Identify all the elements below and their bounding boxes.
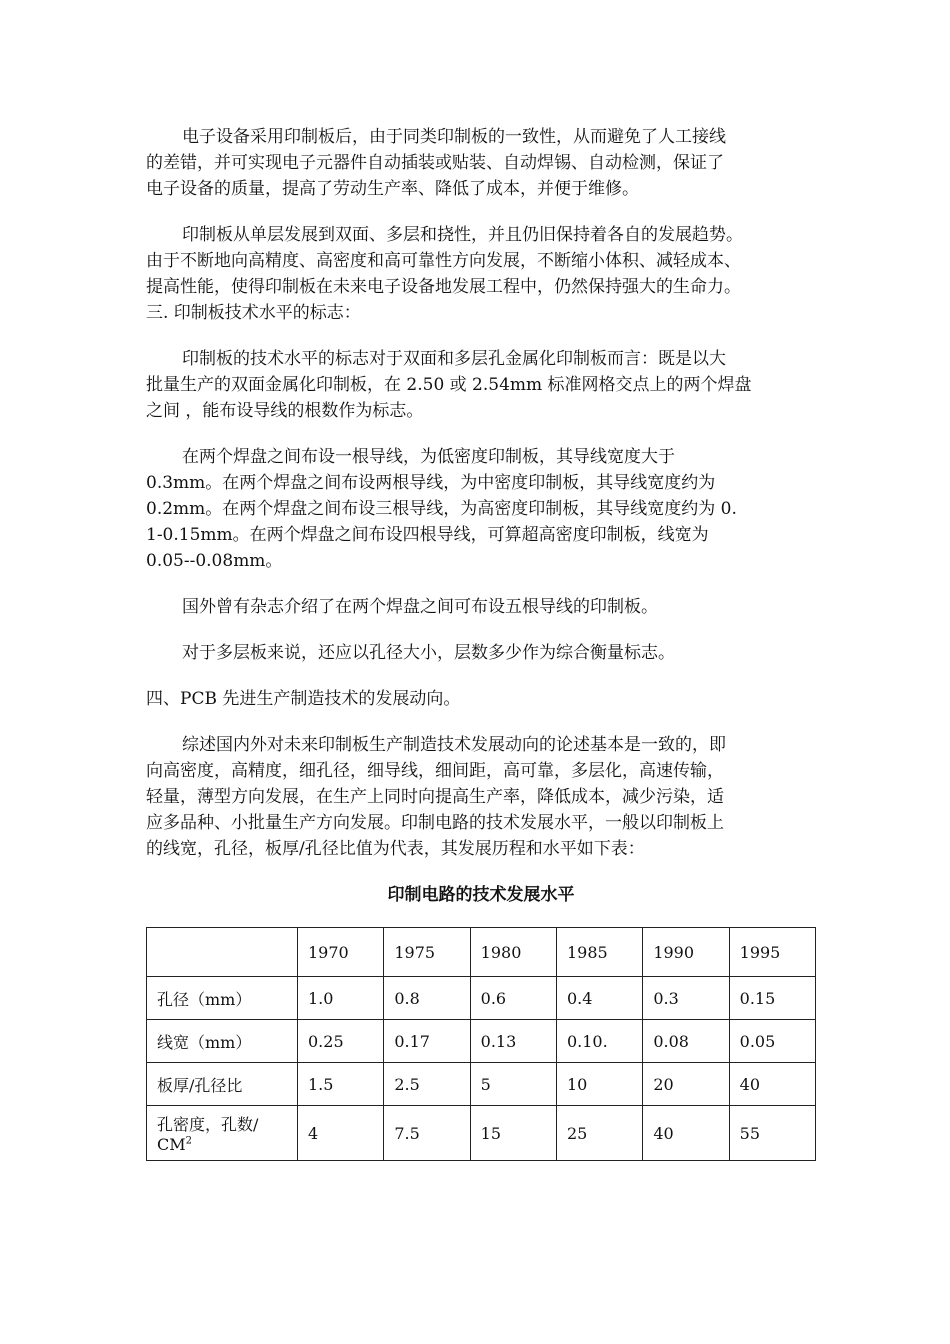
table-cell: 0.10. [556,1020,642,1063]
year-header-cell: 1980 [470,928,556,977]
table-cell: 0.4 [556,977,642,1020]
table-header-row [147,928,816,977]
table-cell: 20 [643,1063,729,1106]
paragraph-future-trends: 综述国内外对未来印制板生产制造技术发展动向的论述基本是一致的，即 向高密度，高精度，细孔径，细导线，细间距，高可靠，多层化，高速传输， 轻量，薄型方向发展，在生产上同时向提高生产率，降低成本，减少污染，适 应多品种、小批量生产方向发展。印制电路的技术发展水平，一般以印制板上 的线宽，孔径，板厚/孔径比值为代表，其发展历程和水平如下表： [146,735,726,859]
table-cell: 0.08 [643,1020,729,1063]
section-heading-4: 四、PCB 先进生产制造技术的发展动向。 [146,689,461,709]
table-cell: 55 [729,1106,815,1161]
table-cell: 0.17 [384,1020,470,1063]
table-cell: 1.0 [298,977,384,1020]
table-cell: 2.5 [384,1063,470,1106]
table-cell: 0.25 [298,1020,384,1063]
table-cell: 25 [556,1106,642,1161]
section-heading-3: 三. 印制板技术水平的标志： [146,303,361,323]
row-label: 孔径（mm） [147,977,298,1020]
year-header-cell: 1985 [556,928,642,977]
table-cell: 1.5 [298,1063,384,1106]
paragraph-tech-level-marker: 印制板的技术水平的标志对于双面和多层孔金属化印制板而言：既是以大 批量生产的双面金属化印制板，在 2.50 或 2.54mm 标准网格交点上的两个焊盘 之间 ，能布设导线的根数作为标志。 [146,349,752,421]
row-label-line1: 孔密度，孔数/ [157,1115,259,1134]
year-header-cell: 1975 [384,928,470,977]
table-row-hole-diameter [147,977,816,1020]
table-cell: 0.6 [470,977,556,1020]
paragraph-pcb-benefits: 电子设备采用印制板后，由于同类印制板的一致性，从而避免了人工接线 的差错，并可实现电子元器件自动插装或贴装、自动焊锡、自动检测，保证了 电子设备的质量，提高了劳动生产率、降低了成本，并便于维修。 [146,127,726,199]
table-cell: 7.5 [384,1106,470,1161]
table-row-hole-density [147,1106,816,1161]
table-caption: 印制电路的技术发展水平 [387,885,575,905]
table-cell: 0.13 [470,1020,556,1063]
paragraph-five-wires: 国外曾有杂志介绍了在两个焊盘之间可布设五根导线的印制板。 [182,597,658,617]
table-cell: 40 [643,1106,729,1161]
table-cell: 0.15 [729,977,815,1020]
document-page [146,124,816,1161]
table-cell: 40 [729,1063,815,1106]
year-header-cell: 1970 [298,928,384,977]
paragraph-wire-density: 在两个焊盘之间布设一根导线，为低密度印制板，其导线宽度大于 0.3mm。在两个焊盘之间布设两根导线，为中密度印制板，其导线宽度约为 0.2mm。在两个焊盘之间布设三根导线，为高密度印制板，其导线宽度约为 0. 1-0.15mm。在两个焊盘之间布设四根导线，可算超高密度印制板，线宽为 0.05--0.08mm。 [146,447,737,571]
table-corner-cell [147,928,298,977]
row-label-line2: CM [157,1135,186,1154]
table-cell: 15 [470,1106,556,1161]
table-cell: 0.8 [384,977,470,1020]
paragraph-development-trend: 印制板从单层发展到双面、多层和挠性，并且仍旧保持着各自的发展趋势。 由于不断地向高精度、高密度和高可靠性方向发展，不断缩小体积、减轻成本、 提高性能，使得印制板在未来电子设备地发展工程中，仍然保持强大的生命力。 [146,225,743,297]
row-label: 线宽（mm） [147,1020,298,1063]
paragraph-multilayer: 对于多层板来说，还应以孔径大小，层数多少作为综合衡量标志。 [182,643,675,663]
year-header-cell: 1995 [729,928,815,977]
year-header-cell: 1990 [643,928,729,977]
table-cell: 10 [556,1063,642,1106]
table-row-aspect-ratio [147,1063,816,1106]
row-label-superscript: 2 [185,1135,192,1147]
table-cell: 5 [470,1063,556,1106]
table-cell: 0.05 [729,1020,815,1063]
row-label: 板厚/孔径比 [147,1063,298,1106]
table-row-line-width [147,1020,816,1063]
row-label [147,1106,298,1161]
table-cell: 0.3 [643,977,729,1020]
table-cell: 4 [298,1106,384,1161]
tech-level-table [146,927,816,1161]
